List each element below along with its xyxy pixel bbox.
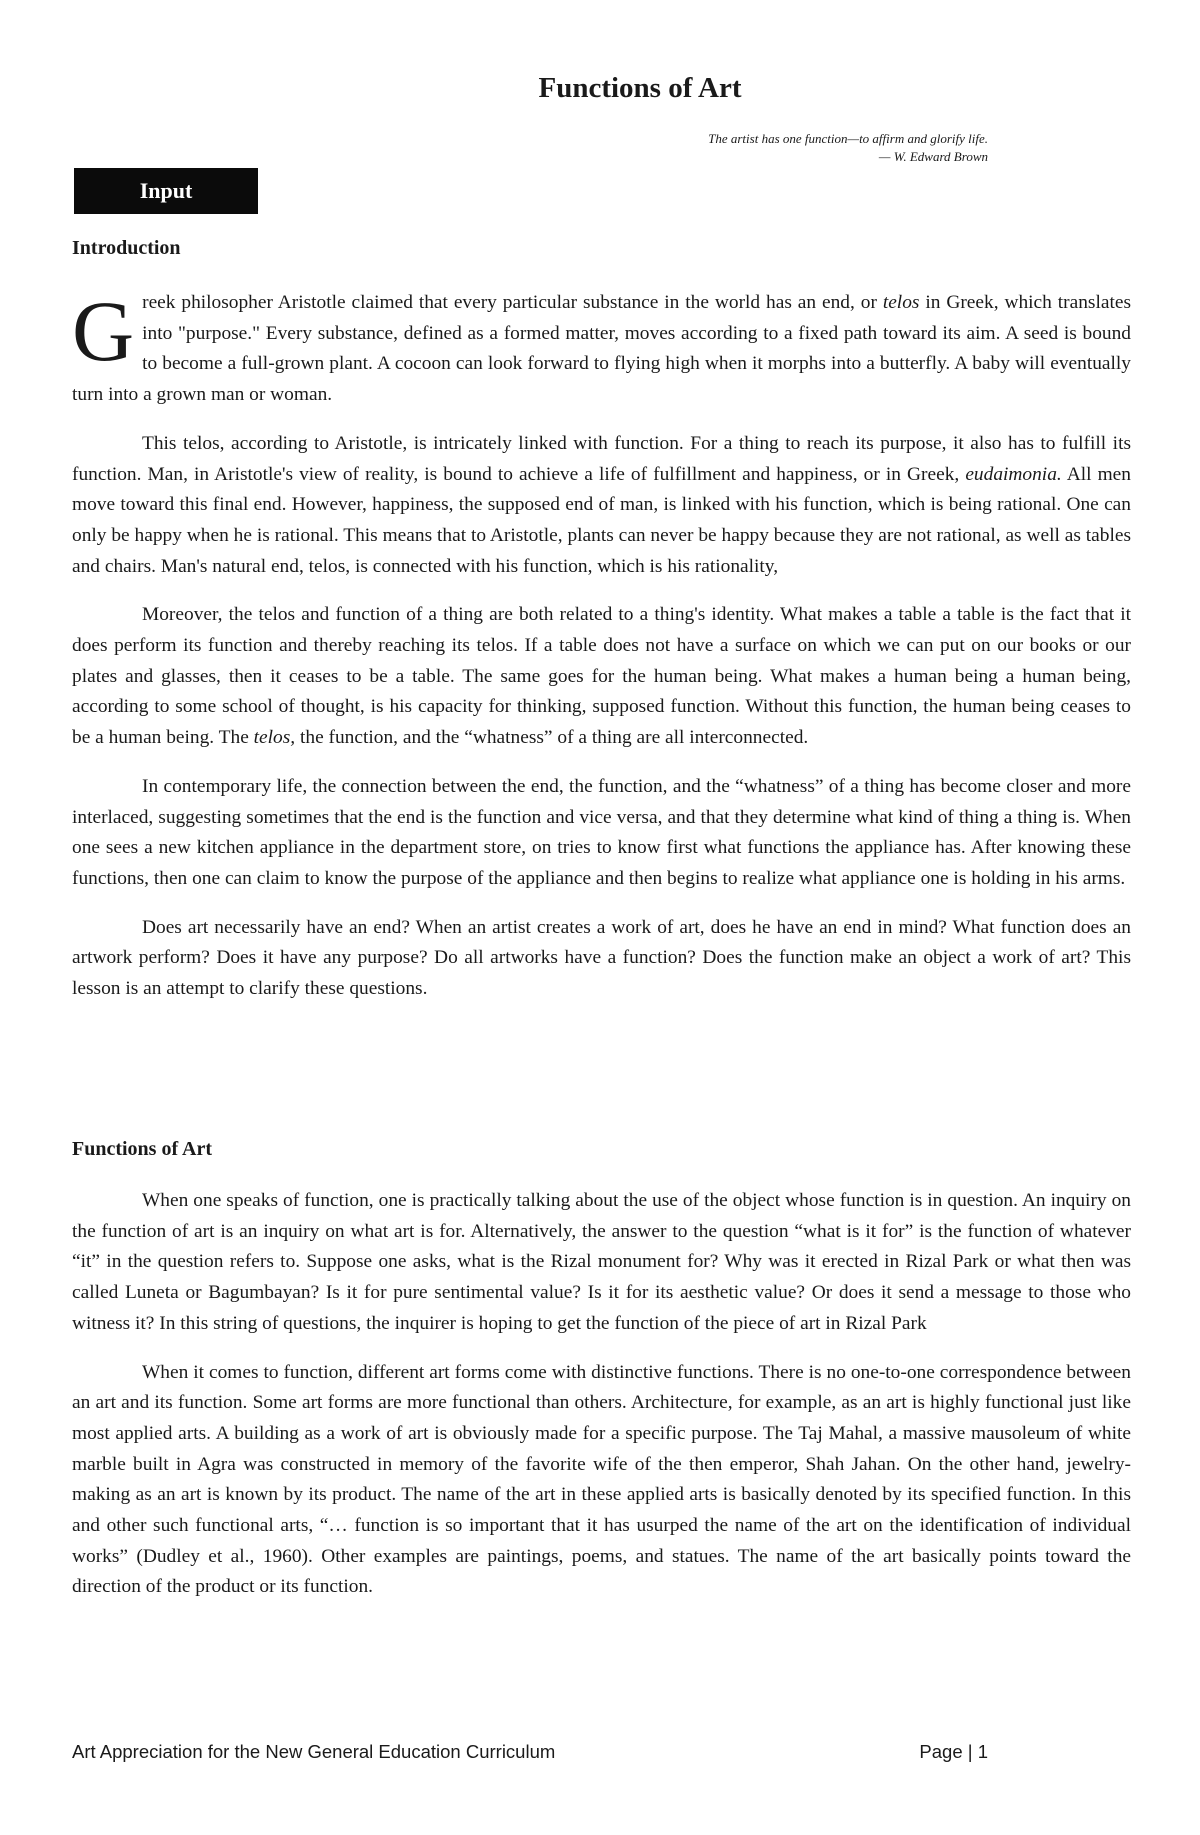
introduction-body bbox=[72, 283, 1131, 1005]
epigraph-attribution: — W. Edward Brown bbox=[878, 149, 988, 164]
intro-paragraph-5: Does art necessarily have an end? When an artist creates a work of art, does he have an end in mind? What function does an artwork perform? Does it have any purpose? Do all artworks have a function? Does the function make an object a work of art? This lesson is an attempt to clarify these questions. bbox=[72, 916, 1131, 1000]
input-label-box: Input bbox=[74, 168, 258, 214]
intro-paragraph-3: Moreover, the telos and function of a thing are both related to a thing's identity. What makes a table a table is the fact that it does perform its function and thereby reaching its telos. If a table does not have a surface on which we can put on our books or our plates and glasses, then it ceases to be a table. The same goes for the human being. What makes a human being a human being, according to some school of thought, is his capacity for thinking, supposed function. Without this function, the human being ceases to be a human being. The telos, the function, and the “whatness” of a thing are all interconnected. bbox=[72, 604, 1131, 749]
page-title: Functions of Art bbox=[538, 72, 742, 104]
telos-term: telos, bbox=[253, 727, 296, 749]
functions-body bbox=[72, 1186, 1131, 1603]
eudaimonia-term: eudaimonia. bbox=[965, 463, 1062, 485]
epigraph bbox=[708, 130, 988, 166]
epigraph-quote: The artist has one function—to affirm and glorify life. bbox=[708, 131, 988, 146]
intro-paragraph-4: In contemporary life, the connection between the end, the function, and the “whatness” of a thing has become closer and more interlaced, suggesting sometimes that the end is the function and vice versa, and that they determine what kind of thing a thing is. When one sees a new kitchen appliance in the department store, on tries to know first what functions the appliance has. After knowing these functions, then one can claim to know the purpose of the appliance and then begins to realize what appliance one is holding in his arms. bbox=[72, 775, 1131, 889]
functions-paragraph-1: When one speaks of function, one is practically talking about the use of the object whose function is in question. An inquiry on the function of art is an inquiry on what art is for. Alternatively, the answer to the question “what is it for” is the function of whatever “it” in the question refers to. Suppose one asks, what is the Rizal monument for? Why was it erected in Rizal Park or what then was called Luneta or Bagumbayan? Is it for pure sentimental value? Is it for its aesthetic value? Or does it send a message to those who witness it? In this string of questions, the inquirer is hoping to get the function of the piece of art in Rizal Park bbox=[72, 1190, 1131, 1334]
footer-book-title: Art Appreciation for the New General Education Curriculum bbox=[72, 1741, 556, 1762]
functions-paragraph-2: When it comes to function, different art forms come with distinctive functions. There is no one-to-one correspondence between an art and its function. Some art forms are more functional than others. Architecture, for example, as an art is highly functional just like most applied arts. A building as a work of art is obviously made for a specific purpose. The Taj Mahal, a massive mausoleum of white marble built in Agra was constructed in memory of the favorite wife of the then emperor, Shah Jahan. On the other hand, jewelry-making as an art is known by its product. The name of the art in these applied arts is basically denoted by its specified function. In this and other such functional arts, “… function is so important that it has usurped the name of the art on the identification of individual works” (Dudley et al., 1960). Other examples are paintings, poems, and statues. The name of the art basically points toward the direction of the product or its function. bbox=[72, 1361, 1131, 1598]
functions-of-art-heading: Functions of Art bbox=[72, 1138, 212, 1160]
drop-cap: G bbox=[72, 283, 135, 379]
footer-page-number: Page | 1 bbox=[919, 1741, 988, 1762]
telos-term: telos bbox=[882, 292, 920, 313]
intro-paragraph-1: Greek philosopher Aristotle claimed that every particular substance in the world has an end, or telos in Greek, which translates into "purpose." Every substance, defined as a formed matter, moves according to a fixed path toward its aim. A seed is bound to become a full-grown plant. A cocoon can look forward to flying high when it morphs into a butterfly. A baby will eventually turn into a grown man or woman. bbox=[72, 283, 1131, 406]
intro-paragraph-2: This telos, according to Aristotle, is intricately linked with function. For a thing to reach its purpose, it also has to fulfill its function. Man, in Aristotle's view of reality, is bound to achieve a life of fulfillment and happiness, or in Greek, eudaimonia. All men move toward this final end. However, happiness, the supposed end of man, is linked with his function, which is being rational. One can only be happy when he is rational. This means that to Aristotle, plants can never be happy because they are not rational, as well as tables and chairs. Man's natural end, telos, is connected with his function, which is his rationality, bbox=[72, 432, 1131, 577]
introduction-heading: Introduction bbox=[72, 237, 181, 259]
